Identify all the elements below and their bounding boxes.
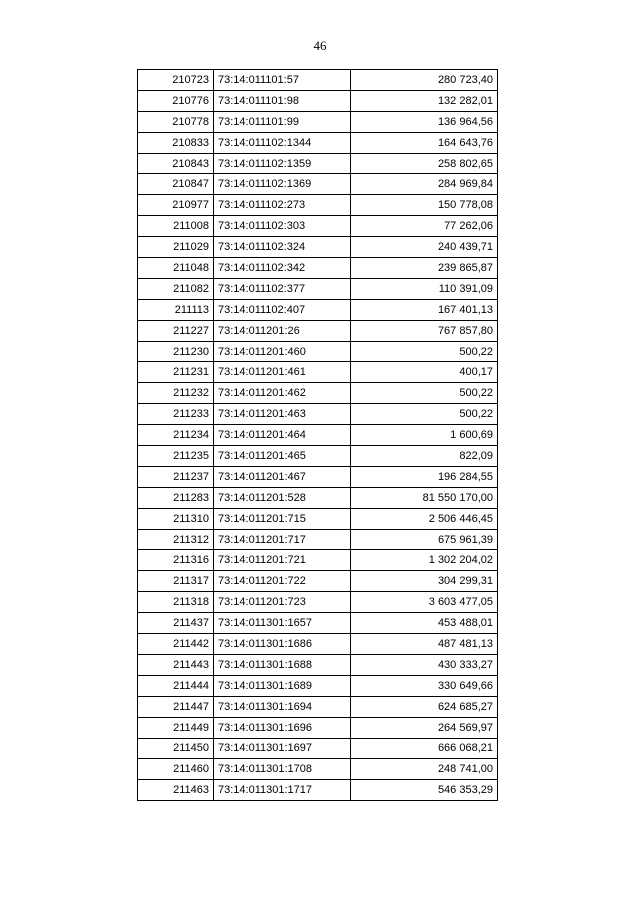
table-row [138, 675, 498, 696]
row-id-cell: 211230 [138, 341, 214, 362]
row-id-cell: 211008 [138, 216, 214, 237]
table-row [138, 341, 498, 362]
row-id-cell: 211235 [138, 446, 214, 467]
table-row [138, 111, 498, 132]
cadastral-number-cell: 73:14:011102:1344 [214, 132, 351, 153]
row-id-cell: 211444 [138, 675, 214, 696]
row-id-cell: 211450 [138, 738, 214, 759]
value-cell: 400,17 [351, 362, 498, 383]
cadastral-number-cell: 73:14:011102:1359 [214, 153, 351, 174]
cadastral-number-cell: 73:14:011102:303 [214, 216, 351, 237]
value-cell: 675 961,39 [351, 529, 498, 550]
cadastral-number-cell: 73:14:011101:99 [214, 111, 351, 132]
value-cell: 284 969,84 [351, 174, 498, 195]
cadastral-number-cell: 73:14:011101:57 [214, 70, 351, 91]
cadastral-number-cell: 73:14:011102:273 [214, 195, 351, 216]
cadastral-number-cell: 73:14:011201:723 [214, 592, 351, 613]
table-row [138, 362, 498, 383]
table-row [138, 613, 498, 634]
row-id-cell: 210977 [138, 195, 214, 216]
row-id-cell: 211227 [138, 320, 214, 341]
table-row [138, 278, 498, 299]
value-cell: 430 333,27 [351, 654, 498, 675]
cadastral-number-cell: 73:14:011201:528 [214, 487, 351, 508]
value-cell: 150 778,08 [351, 195, 498, 216]
row-id-cell: 211463 [138, 780, 214, 801]
value-cell: 1 600,69 [351, 425, 498, 446]
row-id-cell: 211317 [138, 571, 214, 592]
row-id-cell: 211442 [138, 634, 214, 655]
cadastral-number-cell: 73:14:011201:461 [214, 362, 351, 383]
row-id-cell: 211232 [138, 383, 214, 404]
row-id-cell: 210843 [138, 153, 214, 174]
value-cell: 500,22 [351, 341, 498, 362]
row-id-cell: 211312 [138, 529, 214, 550]
cadastral-number-cell: 73:14:011301:1696 [214, 717, 351, 738]
table-row [138, 508, 498, 529]
row-id-cell: 211449 [138, 717, 214, 738]
value-cell: 487 481,13 [351, 634, 498, 655]
table-row [138, 550, 498, 571]
cadastral-number-cell: 73:14:011102:342 [214, 258, 351, 279]
cadastral-number-cell: 73:14:011201:463 [214, 404, 351, 425]
value-cell: 3 603 477,05 [351, 592, 498, 613]
table-row [138, 738, 498, 759]
row-id-cell: 211237 [138, 466, 214, 487]
cadastral-number-cell: 73:14:011201:722 [214, 571, 351, 592]
row-id-cell: 210723 [138, 70, 214, 91]
table-row [138, 216, 498, 237]
data-table [137, 69, 498, 801]
table-row [138, 696, 498, 717]
value-cell: 240 439,71 [351, 237, 498, 258]
table-row [138, 446, 498, 467]
table-row [138, 195, 498, 216]
table-row [138, 780, 498, 801]
table-row [138, 237, 498, 258]
cadastral-number-cell: 73:14:011201:26 [214, 320, 351, 341]
value-cell: 132 282,01 [351, 90, 498, 111]
value-cell: 164 643,76 [351, 132, 498, 153]
value-cell: 304 299,31 [351, 571, 498, 592]
value-cell: 546 353,29 [351, 780, 498, 801]
value-cell: 167 401,13 [351, 299, 498, 320]
value-cell: 280 723,40 [351, 70, 498, 91]
table-row [138, 529, 498, 550]
table-row [138, 90, 498, 111]
table-row [138, 70, 498, 91]
cadastral-number-cell: 73:14:011301:1708 [214, 759, 351, 780]
cadastral-number-cell: 73:14:011101:98 [214, 90, 351, 111]
table-row [138, 592, 498, 613]
value-cell: 453 488,01 [351, 613, 498, 634]
row-id-cell: 211318 [138, 592, 214, 613]
cadastral-number-cell: 73:14:011201:465 [214, 446, 351, 467]
table-row [138, 383, 498, 404]
value-cell: 239 865,87 [351, 258, 498, 279]
value-cell: 500,22 [351, 404, 498, 425]
cadastral-number-cell: 73:14:011301:1688 [214, 654, 351, 675]
table-body [138, 70, 498, 801]
table-row [138, 258, 498, 279]
table-row [138, 571, 498, 592]
value-cell: 77 262,06 [351, 216, 498, 237]
value-cell: 330 649,66 [351, 675, 498, 696]
row-id-cell: 211231 [138, 362, 214, 383]
table-row [138, 320, 498, 341]
table-row [138, 299, 498, 320]
cadastral-number-cell: 73:14:011301:1657 [214, 613, 351, 634]
cadastral-number-cell: 73:14:011301:1697 [214, 738, 351, 759]
cadastral-number-cell: 73:14:011201:717 [214, 529, 351, 550]
value-cell: 1 302 204,02 [351, 550, 498, 571]
page-number: 46 [313, 38, 327, 53]
table-row [138, 153, 498, 174]
row-id-cell: 211234 [138, 425, 214, 446]
value-cell: 81 550 170,00 [351, 487, 498, 508]
table-row [138, 634, 498, 655]
row-id-cell: 211310 [138, 508, 214, 529]
table-row [138, 759, 498, 780]
value-cell: 500,22 [351, 383, 498, 404]
cadastral-number-cell: 73:14:011102:324 [214, 237, 351, 258]
table-row [138, 487, 498, 508]
value-cell: 196 284,55 [351, 466, 498, 487]
table-row [138, 717, 498, 738]
row-id-cell: 210833 [138, 132, 214, 153]
row-id-cell: 210778 [138, 111, 214, 132]
value-cell: 666 068,21 [351, 738, 498, 759]
cadastral-number-cell: 73:14:011102:377 [214, 278, 351, 299]
row-id-cell: 211437 [138, 613, 214, 634]
cadastral-number-cell: 73:14:011201:715 [214, 508, 351, 529]
row-id-cell: 211283 [138, 487, 214, 508]
row-id-cell: 211443 [138, 654, 214, 675]
cadastral-number-cell: 73:14:011301:1694 [214, 696, 351, 717]
value-cell: 624 685,27 [351, 696, 498, 717]
value-cell: 110 391,09 [351, 278, 498, 299]
table-row [138, 466, 498, 487]
cadastral-number-cell: 73:14:011201:464 [214, 425, 351, 446]
value-cell: 136 964,56 [351, 111, 498, 132]
cadastral-number-cell: 73:14:011201:462 [214, 383, 351, 404]
row-id-cell: 210776 [138, 90, 214, 111]
cadastral-number-cell: 73:14:011201:460 [214, 341, 351, 362]
cadastral-number-cell: 73:14:011102:1369 [214, 174, 351, 195]
value-cell: 767 857,80 [351, 320, 498, 341]
cadastral-number-cell: 73:14:011301:1686 [214, 634, 351, 655]
cadastral-number-cell: 73:14:011102:407 [214, 299, 351, 320]
row-id-cell: 211113 [138, 299, 214, 320]
row-id-cell: 211233 [138, 404, 214, 425]
row-id-cell: 211316 [138, 550, 214, 571]
row-id-cell: 211460 [138, 759, 214, 780]
table-row [138, 654, 498, 675]
table-row [138, 132, 498, 153]
row-id-cell: 210847 [138, 174, 214, 195]
row-id-cell: 211447 [138, 696, 214, 717]
row-id-cell: 211048 [138, 258, 214, 279]
table-row [138, 425, 498, 446]
value-cell: 2 506 446,45 [351, 508, 498, 529]
cadastral-number-cell: 73:14:011201:467 [214, 466, 351, 487]
value-cell: 258 802,65 [351, 153, 498, 174]
row-id-cell: 211029 [138, 237, 214, 258]
table-row [138, 404, 498, 425]
cadastral-number-cell: 73:14:011301:1689 [214, 675, 351, 696]
cadastral-number-cell: 73:14:011201:721 [214, 550, 351, 571]
cadastral-number-cell: 73:14:011301:1717 [214, 780, 351, 801]
table-row [138, 174, 498, 195]
value-cell: 248 741,00 [351, 759, 498, 780]
row-id-cell: 211082 [138, 278, 214, 299]
value-cell: 264 569,97 [351, 717, 498, 738]
value-cell: 822,09 [351, 446, 498, 467]
